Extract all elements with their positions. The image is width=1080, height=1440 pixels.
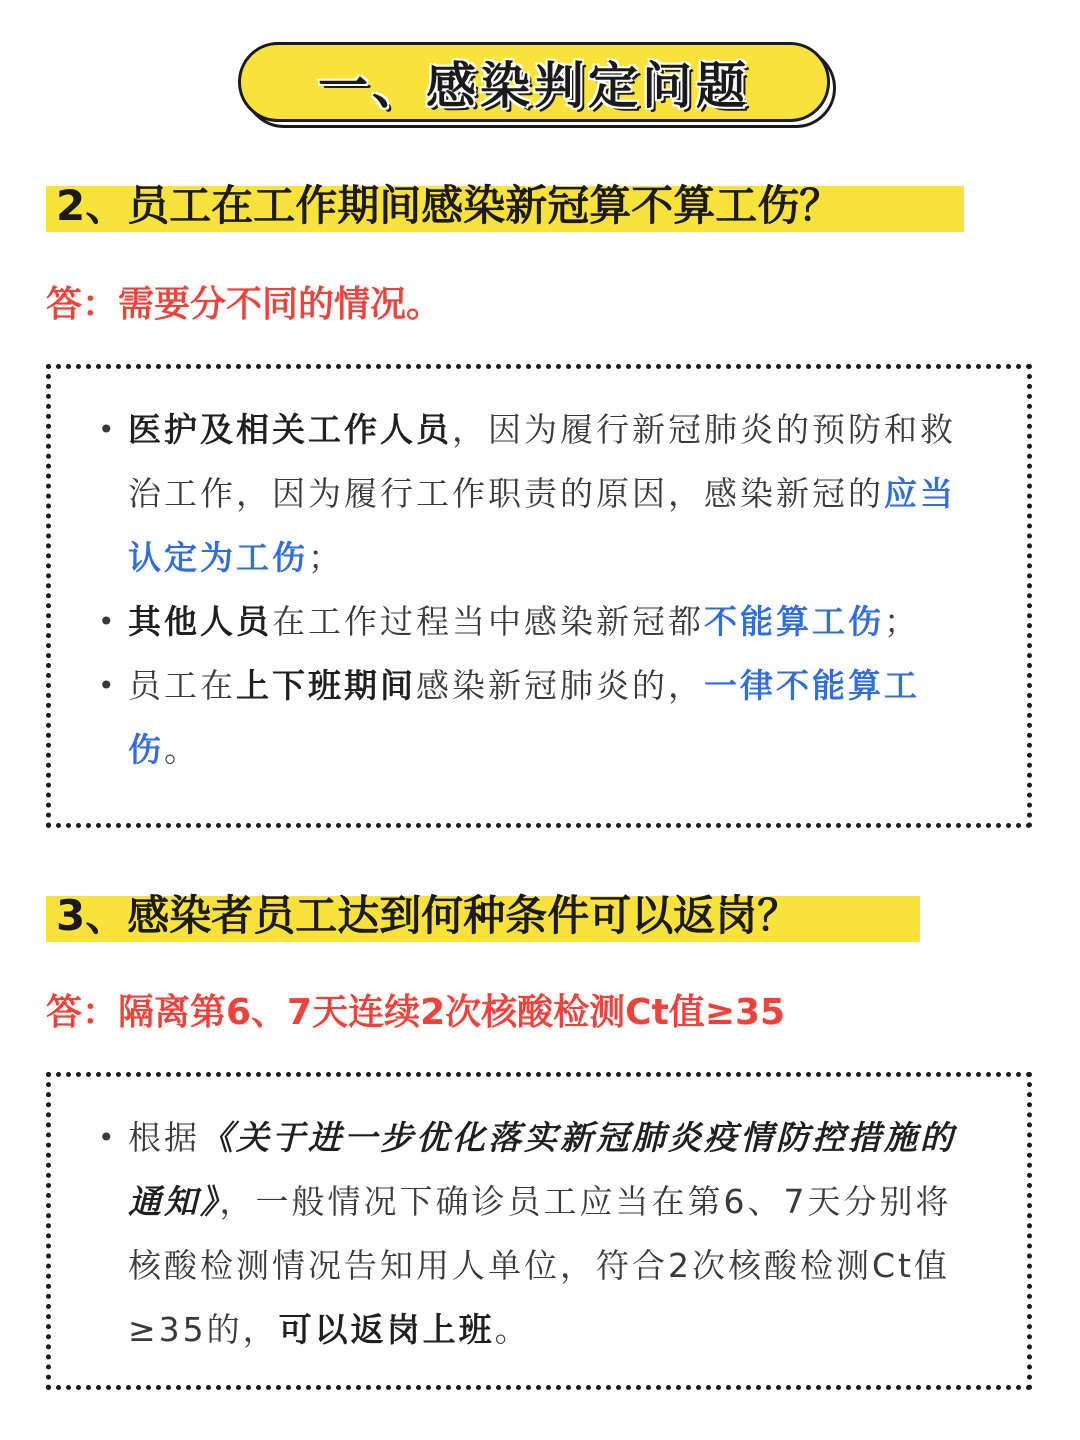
body-text: 感染新冠肺炎的， (416, 666, 704, 705)
bullet-dot: • (98, 605, 118, 638)
answer-2-bullet-list (98, 398, 984, 782)
bold-text: 可以返岗上班 (278, 1310, 495, 1349)
body-text: ； (308, 538, 344, 577)
list-item (98, 398, 984, 590)
highlight-text: 一律不能算工伤 (128, 666, 920, 769)
answer-3-bullet-list (98, 1106, 984, 1362)
section-title: 一、感染判定问题 (318, 57, 750, 115)
highlight-text: 不能算工伤 (704, 602, 884, 641)
question-2-title: 2、员工在工作期间感染新冠算不算工伤？ (56, 181, 842, 230)
list-item (98, 1106, 984, 1362)
section-title-badge (238, 42, 838, 132)
body-text: ； (884, 602, 920, 641)
body-text: ，一般情况下确诊员工应当在第6、7天分别将核酸检测情况告知用人单位，符合2次核酸检测Ct值≥35的， (128, 1182, 952, 1349)
bullet-dot: • (98, 1121, 118, 1154)
document-title: 《关于进一步优化落实新冠肺炎疫情防控措施的通知》 (128, 1118, 956, 1221)
body-text: 根据 (128, 1118, 200, 1157)
answer-3: 答：隔离第6、7天连续2次核酸检测Ct值≥35 (46, 992, 786, 1033)
list-item (98, 590, 984, 654)
bold-text: 医护及相关工作人员 (128, 410, 452, 449)
body-text: 员工在 (128, 666, 236, 705)
highlight-text: 应当认定为工伤 (128, 474, 956, 577)
body-text: 在工作过程当中感染新冠都 (272, 602, 704, 641)
body-text: 。 (494, 1310, 531, 1349)
list-item (98, 654, 984, 782)
body-text: 。 (164, 730, 200, 769)
question-3-title: 3、感染者员工达到何种条件可以返岗？ (56, 891, 800, 940)
bullet-dot: • (98, 669, 118, 702)
title-badge-pill (238, 42, 830, 122)
bullet-dot: • (98, 413, 118, 446)
bold-text: 上下班期间 (236, 666, 416, 705)
answer-2: 答：需要分不同的情况。 (46, 284, 443, 325)
body-text: ，因为履行新冠肺炎的预防和救治工作，因为履行工作职责的原因，感染新冠的 (128, 410, 956, 513)
bold-text: 其他人员 (128, 602, 272, 641)
